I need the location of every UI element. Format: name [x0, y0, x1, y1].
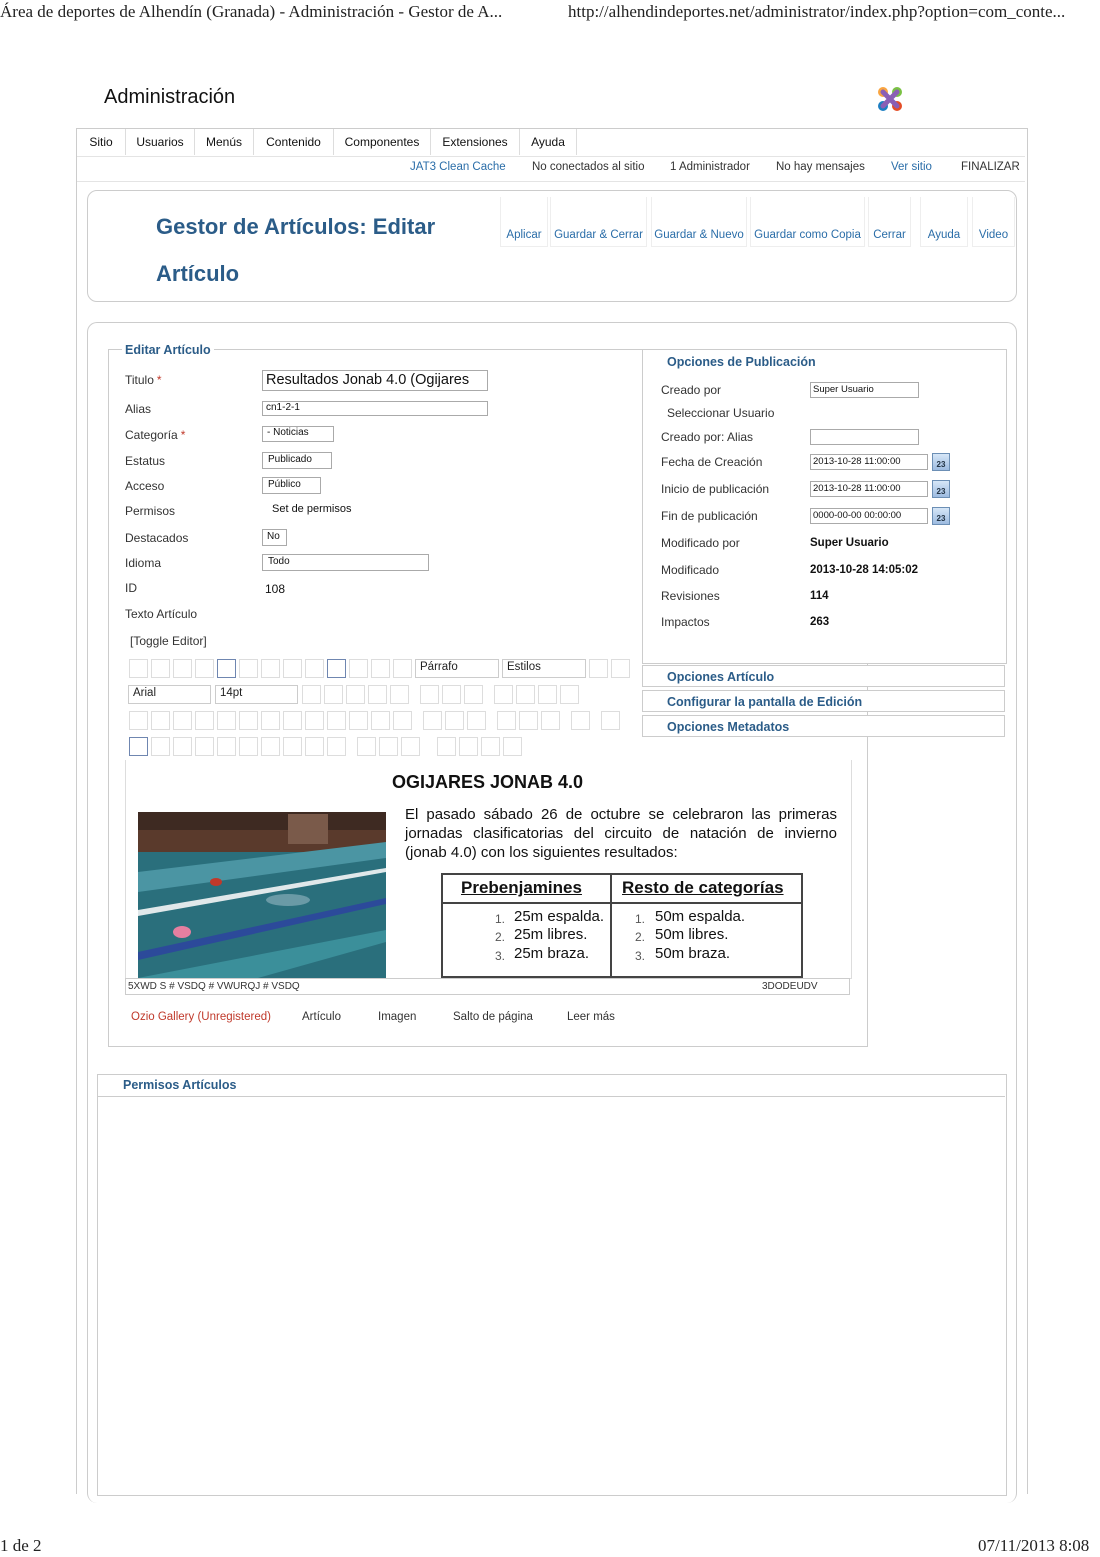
toggle-editor-link[interactable]: [Toggle Editor] [130, 634, 207, 648]
modified-value: 2013-10-28 14:05:02 [810, 564, 919, 576]
editor-media-button[interactable] [283, 737, 302, 756]
language-select[interactable]: Todo [262, 554, 429, 571]
list-item: 50m espalda. [655, 908, 746, 925]
results-table-divider [443, 902, 801, 904]
editor-image-button[interactable] [195, 711, 214, 730]
pool-photo [138, 812, 386, 978]
permissions-legend: Permisos Artículos [123, 1078, 237, 1092]
created-by-label: Creado por [661, 383, 722, 397]
featured-select[interactable]: No [262, 529, 287, 546]
editor-anchor-button[interactable] [173, 711, 192, 730]
editor-strike-button[interactable] [195, 659, 214, 678]
menu-componentes[interactable]: Componentes [334, 129, 431, 155]
list-number: 3. [495, 949, 506, 963]
created-date-input[interactable]: 2013-10-28 11:00:00 [810, 454, 928, 470]
editor-sub-button[interactable] [195, 737, 214, 756]
article-text-label: Texto Artículo [125, 607, 198, 621]
save-new-button[interactable]: Guardar & Nuevo [651, 197, 747, 247]
title-input[interactable]: Resultados Jonab 4.0 (Ogijares [262, 370, 488, 391]
editor-acronym-button[interactable] [459, 737, 478, 756]
access-select[interactable]: Público [262, 477, 321, 494]
created-by-input[interactable]: Super Usuario [810, 382, 919, 398]
editor-indent-button[interactable] [538, 685, 557, 704]
language-label: Idioma [125, 556, 162, 570]
modified-label: Modificado [661, 563, 720, 577]
editor-cite-button[interactable] [401, 737, 420, 756]
editor-align-center-button[interactable] [239, 659, 258, 678]
alias-label: Alias [125, 402, 152, 416]
editor-rtl-button[interactable] [305, 737, 324, 756]
editor-fullscreen-button[interactable] [357, 737, 376, 756]
editor-font-select[interactable]: Arial [128, 685, 211, 704]
permissions-content [97, 1096, 1005, 1495]
editor-forecolor-button[interactable] [327, 711, 346, 730]
editor-underline-button[interactable] [173, 659, 192, 678]
modified-by-value: Super Usuario [810, 537, 889, 549]
calendar-icon[interactable]: 23 [932, 480, 950, 498]
editor-ltr-button[interactable] [327, 737, 346, 756]
admin-title: Administración [104, 86, 236, 108]
list-item: 25m espalda. [514, 908, 605, 925]
calendar-icon[interactable]: 23 [932, 507, 950, 525]
publish-down-label: Fin de publicación [661, 509, 758, 523]
insert-article-button[interactable]: Artículo [302, 1011, 341, 1023]
editor-italic-button[interactable] [151, 659, 170, 678]
status-bar [77, 156, 1025, 182]
editor-preview-button[interactable] [305, 711, 324, 730]
hits-value: 263 [810, 616, 830, 628]
editor-row-after-button[interactable] [467, 711, 486, 730]
results-col-prebenjamines: Prebenjamines [461, 878, 582, 897]
hits-label: Impactos [661, 615, 710, 629]
editor-paste-word-button[interactable] [390, 685, 409, 704]
print-date: 07/11/2013 8:08 [978, 1536, 1090, 1555]
editor-blockquote-button[interactable] [379, 737, 398, 756]
messages-status: No hay mensajes [776, 161, 865, 173]
editor-format-button[interactable] [327, 659, 346, 678]
title-label: Titulo * [125, 373, 162, 387]
list-number: 2. [635, 930, 646, 944]
results-table-divider [610, 875, 612, 978]
article-options-heading[interactable]: Opciones Artículo [667, 670, 775, 684]
edit-article-legend: Editar Artículo [122, 343, 214, 357]
modified-by-label: Modificado por [661, 536, 740, 550]
access-label: Acceso [125, 479, 165, 493]
video-button[interactable]: Video [972, 197, 1015, 247]
list-number: 2. [495, 930, 506, 944]
editor-clear-button[interactable] [349, 659, 368, 678]
menu-ayuda[interactable]: Ayuda [520, 129, 577, 155]
editor-outdent-button[interactable] [516, 685, 535, 704]
ozio-gallery-button[interactable]: Ozio Gallery (Unregistered) [131, 1011, 271, 1023]
help-button[interactable]: Ayuda [920, 197, 968, 247]
editor-cell-props-button[interactable] [423, 711, 442, 730]
menu-sitio[interactable]: Sitio [77, 129, 126, 155]
edit-screen-heading[interactable]: Configurar la pantalla de Edición [667, 695, 863, 709]
status-label: Estatus [125, 454, 166, 468]
created-date-label: Fecha de Creación [661, 455, 763, 469]
permissions-link[interactable]: Set de permisos [272, 503, 352, 515]
created-alias-label: Creado por: Alias [661, 430, 754, 444]
main-menu [77, 129, 1025, 155]
editor-cut-button[interactable] [302, 685, 321, 704]
list-item: 25m libres. [514, 926, 588, 943]
revisions-label: Revisiones [661, 589, 720, 603]
created-alias-input[interactable] [810, 429, 919, 445]
editor-replace-button[interactable] [442, 685, 461, 704]
category-label: Categoría * [125, 428, 186, 442]
list-item: 25m braza. [514, 945, 590, 962]
editor-size-select[interactable]: 14pt [215, 685, 298, 704]
editor-unlink-button[interactable] [151, 711, 170, 730]
results-col-resto: Resto de categorías [622, 878, 784, 897]
editor-emotions-button[interactable] [261, 737, 280, 756]
menu-contenido[interactable]: Contenido [254, 129, 334, 155]
print-page-title: Área de deportes de Alhendín (Granada) - Administración - Gestor de A... [0, 2, 503, 21]
select-user-button[interactable]: Seleccionar Usuario [667, 406, 775, 420]
editor-blockquote-button[interactable] [560, 685, 579, 704]
alias-input[interactable]: cn1-2-1 [262, 401, 488, 416]
calendar-icon[interactable]: 23 [932, 453, 950, 471]
menu-menus[interactable]: Menús [195, 129, 254, 155]
editor-time-button[interactable] [283, 711, 302, 730]
jat3-clean-cache-link[interactable]: JAT3 Clean Cache [410, 161, 506, 173]
category-select[interactable]: - Noticias [262, 426, 334, 442]
editor-numlist-button[interactable] [494, 685, 513, 704]
apply-button[interactable]: Aplicar [500, 197, 548, 247]
save-close-button[interactable]: Guardar & Cerrar [550, 197, 647, 247]
list-number: 3. [635, 949, 646, 963]
editor-table-button[interactable] [371, 711, 390, 730]
close-button[interactable]: Cerrar [868, 197, 911, 247]
read-more-button[interactable]: Leer más [567, 1011, 615, 1023]
id-label: ID [125, 581, 137, 595]
joomla-logo-icon [874, 84, 906, 114]
editor-sup-button[interactable] [217, 737, 236, 756]
status-select[interactable]: Publicado [262, 452, 332, 469]
editor-row-before-button[interactable] [445, 711, 464, 730]
editor-col-after-button[interactable] [541, 711, 560, 730]
editor-code-button[interactable] [239, 711, 258, 730]
editor-abbr-button[interactable] [437, 737, 456, 756]
revisions-value: 114 [810, 590, 829, 602]
editor-style-button[interactable] [305, 659, 324, 678]
list-item: 50m libres. [655, 926, 729, 943]
editor-cleanup-button[interactable] [217, 711, 236, 730]
insert-image-button[interactable]: Imagen [378, 1011, 417, 1023]
print-page-number: 1 de 2 [0, 1536, 42, 1555]
featured-label: Destacados [125, 531, 189, 545]
editor-format-select[interactable]: Párrafo [415, 659, 499, 678]
save-copy-button[interactable]: Guardar como Copia [750, 197, 865, 247]
editor-date-button[interactable] [261, 711, 280, 730]
editor-search-button[interactable] [420, 685, 439, 704]
editor-delete-row-button[interactable] [497, 711, 516, 730]
editor-split-cells-button[interactable] [601, 711, 620, 730]
editor-hr-button[interactable] [129, 737, 148, 756]
publish-up-input[interactable]: 2013-10-28 11:00:00 [810, 481, 928, 497]
editor-removeformat-button[interactable] [151, 737, 170, 756]
list-number: 1. [495, 912, 506, 926]
id-value: 108 [265, 582, 286, 596]
editor-ins-button[interactable] [503, 737, 522, 756]
editor-del-button[interactable] [481, 737, 500, 756]
editor-misc-button[interactable] [611, 659, 630, 678]
print-page-url: http://alhendindeportes.net/administrator/index.php?option=com_conte... [568, 2, 1066, 21]
admins-status: 1 Administrador [670, 161, 750, 173]
menu-extensiones[interactable]: Extensiones [431, 129, 520, 155]
editor-styles-select[interactable]: Estilos [502, 659, 586, 678]
editor-paste-button[interactable] [346, 685, 365, 704]
editor-justify-button[interactable] [283, 659, 302, 678]
editor-redo-button[interactable] [393, 659, 412, 678]
page-break-button[interactable]: Salto de página [453, 1011, 533, 1023]
publish-up-label: Inicio de publicación [661, 482, 770, 496]
editor-link-button[interactable] [129, 711, 148, 730]
editor-align-right-button[interactable] [261, 659, 280, 678]
editor-bold-button[interactable] [129, 659, 148, 678]
publish-down-input[interactable]: 0000-00-00 00:00:00 [810, 508, 928, 524]
editor-visualaid-button[interactable] [173, 737, 192, 756]
publishing-options-heading[interactable]: Opciones de Publicación [667, 355, 816, 369]
editor-col-before-button[interactable] [519, 711, 538, 730]
metadata-options-heading[interactable]: Opciones Metadatos [667, 720, 790, 734]
editor-delete-col-button[interactable] [571, 711, 590, 730]
editor-row-props-button[interactable] [393, 711, 412, 730]
editor-align-left-button[interactable] [217, 659, 236, 678]
editor-paste-text-button[interactable] [368, 685, 387, 704]
article-heading: OGIJARES JONAB 4.0 [392, 772, 584, 792]
menu-usuarios[interactable]: Usuarios [126, 129, 195, 155]
editor-bullist-button[interactable] [464, 685, 483, 704]
visitors-status: No conectados al sitio [532, 161, 645, 173]
list-item: 50m braza. [655, 945, 731, 962]
article-intro: El pasado sábado 26 de octubre se celebraron las primeras jornadas clasificatorias del circuito de natación de invierno (jonab 4.0) con los siguientes resultados: [405, 806, 837, 861]
editor-word-count: 3DODEUDV [762, 981, 818, 992]
view-site-link[interactable]: Ver sitio [891, 161, 932, 173]
editor-undo-button[interactable] [371, 659, 390, 678]
permissions-label: Permisos [125, 504, 176, 518]
page-title: Gestor de Artículos: Editar Artículo [156, 214, 436, 286]
editor-charmap-button[interactable] [239, 737, 258, 756]
logout-link[interactable]: FINALIZAR [961, 161, 1020, 173]
editor-path: 5XWD S # VSDQ # VWURQJ # VSDQ [128, 981, 300, 992]
list-number: 1. [635, 912, 646, 926]
editor-misc-button[interactable] [589, 659, 608, 678]
editor-backcolor-button[interactable] [349, 711, 368, 730]
editor-statusbar [125, 978, 850, 995]
editor-copy-button[interactable] [324, 685, 343, 704]
